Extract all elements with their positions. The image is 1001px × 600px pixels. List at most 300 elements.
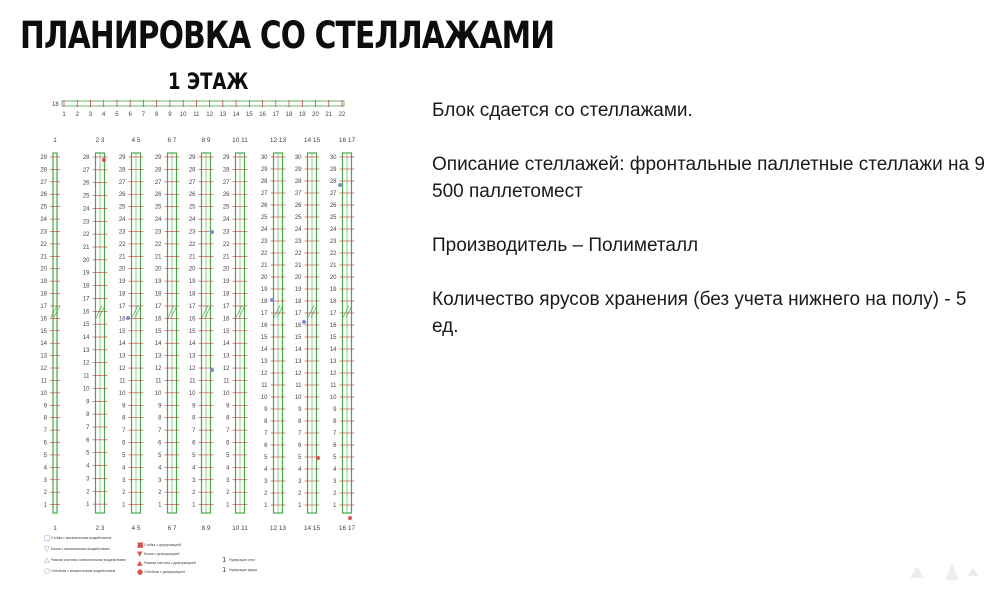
rack-level-label: 17	[188, 303, 196, 310]
rack-pair	[330, 137, 356, 532]
rack-level-label: 13	[82, 347, 90, 354]
rack-level-label: 9	[226, 403, 230, 410]
rack-level-label: 17	[222, 303, 230, 310]
rack-level-label: 8	[43, 415, 47, 422]
rack-level-label: 4	[122, 465, 126, 472]
description-line: Блок сдается со стеллажами.	[432, 100, 693, 121]
rack-level-label: 11	[119, 378, 126, 385]
rack-level-label: 27	[260, 191, 268, 197]
rack-level-label: 1	[192, 502, 196, 509]
damage-marker	[270, 298, 274, 302]
rack-level-label: 6	[298, 443, 302, 449]
rack-level-label: 1	[86, 502, 90, 509]
rack-level-label: 27	[329, 191, 337, 197]
rack-level-label: 2	[158, 490, 162, 497]
rack-break-mark	[202, 305, 208, 317]
rack-level-label: 18	[82, 283, 90, 290]
rack-level-label: 4	[264, 467, 268, 473]
rack-level-label: 19	[294, 287, 302, 293]
rack-level-label: 7	[122, 428, 126, 435]
rack-level-label: 30	[294, 155, 302, 161]
rack-level-label: 28	[188, 167, 196, 174]
rack-pair-bottom-label: 10 11	[232, 525, 248, 532]
rack-level-label: 13	[329, 359, 337, 365]
rack-level-label: 8	[333, 419, 337, 425]
rack-level-label: 7	[192, 428, 196, 435]
damage-marker	[210, 368, 214, 372]
rack-level-label: 20	[82, 257, 90, 264]
rack-level-label: 9	[122, 403, 126, 410]
rack-level-label: 21	[222, 254, 230, 261]
rack-level-label: 29	[40, 155, 47, 161]
rack-level-label: 21	[40, 254, 47, 261]
rack-break-mark	[132, 305, 138, 317]
rack-level-label: 24	[118, 217, 126, 224]
rack-level-label: 17	[294, 311, 302, 317]
rack-level-label: 16	[40, 316, 47, 323]
description-block	[432, 97, 997, 367]
rack-level-label: 9	[158, 403, 162, 410]
rack-break-mark	[274, 305, 280, 317]
rack-level-label: 3	[86, 476, 90, 483]
rack-level-label: 23	[188, 229, 196, 236]
rack-pair	[189, 137, 214, 532]
rack-break-mark	[51, 305, 57, 317]
top-axis-tick-label: 18	[285, 112, 293, 118]
rack-level-label: 2	[122, 490, 126, 497]
rack-level-label: 10	[294, 395, 302, 401]
rack-break-mark	[343, 305, 349, 317]
rack-level-label: 2	[264, 491, 268, 497]
rack-columns	[40, 137, 355, 532]
rack-level-label: 22	[82, 232, 90, 239]
rack-level-label: 25	[82, 193, 90, 200]
rack-level-label: 17	[154, 303, 162, 310]
rack-level-label: 15	[329, 335, 337, 341]
rack-level-label: 28	[40, 167, 47, 174]
rack-level-label: 2	[192, 490, 196, 497]
rack-level-label: 9	[333, 407, 337, 413]
rack-level-label: 4	[298, 467, 302, 473]
top-axis-tick-label: 4	[102, 112, 106, 118]
rack-level-label: 29	[222, 155, 230, 161]
rack-level-label: 14	[260, 347, 268, 353]
rack-level-label: 27	[188, 179, 196, 186]
top-axis-tick-label: 22	[338, 112, 346, 118]
top-axis-tick-label: 12	[206, 112, 213, 118]
rack-level-label: 26	[222, 192, 230, 199]
rack-level-label: 12	[154, 366, 162, 373]
rack-level-label: 17	[82, 296, 90, 303]
rack-level-label: 24	[329, 227, 337, 233]
legend-symbol: △	[44, 556, 50, 564]
top-axis-tick-label: 21	[325, 112, 333, 118]
rack-level-label: 12	[222, 366, 230, 373]
rack-level-label: 11	[261, 383, 268, 389]
legend-text: Балка с механическим воздействием	[51, 547, 110, 551]
rack-level-label: 4	[86, 463, 90, 470]
damage-marker	[210, 230, 214, 234]
rack-level-label: 14	[329, 347, 337, 353]
rack-level-label: 8	[264, 419, 268, 425]
rack-level-label: 3	[333, 479, 337, 485]
rack-level-label: 26	[329, 203, 337, 209]
top-axis-tick-label: 8	[154, 112, 159, 118]
rack-level-label: 7	[333, 431, 337, 437]
rack-pair-label: 1	[53, 137, 57, 144]
rack-level-label: 5	[158, 452, 162, 459]
rack-level-label: 9	[192, 403, 196, 410]
rack-level-label: 8	[122, 415, 126, 422]
rack-level-label: 13	[188, 353, 196, 360]
rack-level-label: 23	[154, 229, 162, 236]
rack-level-label: 16	[82, 309, 90, 316]
top-axis-label: 18	[52, 102, 59, 108]
rack-pair-label: 2 3	[95, 137, 105, 144]
rack-level-label: 12	[294, 371, 302, 377]
top-axis-tick-label: 17	[272, 112, 280, 118]
rack-level-label: 23	[40, 229, 47, 236]
rack-level-label: 23	[329, 239, 337, 245]
rack-level-label: 29	[294, 167, 302, 173]
rack-level-label: 19	[154, 279, 162, 286]
rack-level-label: 6	[86, 437, 90, 444]
legend-text: Нумерация стеи	[229, 558, 255, 562]
rack-level-label: 1	[43, 502, 47, 509]
top-axis-tick-label: 5	[115, 112, 119, 118]
rack-level-label: 22	[294, 251, 302, 257]
top-axis-tick-label: 10	[179, 112, 187, 118]
rack-level-label: 6	[226, 440, 230, 447]
rack-pair-label: 10 11	[232, 137, 248, 144]
rack-level-label: 10	[188, 390, 196, 397]
rack-pair	[295, 137, 321, 532]
rack-level-label: 1	[158, 502, 162, 509]
rack-level-label: 18	[188, 291, 196, 298]
rack-level-label: 19	[82, 270, 90, 277]
rack-level-label: 8	[226, 415, 230, 422]
rack-level-label: 25	[222, 204, 230, 211]
legend-text: Стойка с деформацией	[144, 543, 182, 547]
rack-level-label: 12	[82, 360, 90, 367]
rack-level-label: 7	[158, 428, 162, 435]
rack-level-label: 25	[118, 204, 126, 211]
rack-level-label: 26	[40, 192, 47, 199]
rack-level-label: 23	[82, 219, 90, 226]
watermark-icon	[905, 556, 985, 586]
rack-level-label: 1	[298, 503, 302, 509]
legend-symbol: 1	[222, 566, 227, 574]
rack-layout-plan	[0, 0, 420, 600]
rack-level-label: 3	[192, 477, 196, 484]
rack-level-label: 12	[329, 371, 337, 377]
rack-level-label: 21	[188, 254, 196, 261]
rack-level-label: 12	[188, 366, 196, 373]
rack-pair-bottom-label: 2 3	[95, 525, 105, 532]
legend-symbol: ▼	[137, 550, 143, 558]
top-axis-tick-label: 6	[128, 112, 132, 118]
rack-level-label: 3	[226, 477, 230, 484]
rack-level-label: 20	[260, 275, 268, 281]
rack-level-label: 25	[294, 215, 302, 221]
damage-marker	[338, 183, 342, 187]
plan-legend	[44, 534, 257, 576]
rack-level-label: 19	[329, 287, 337, 293]
rack-level-label: 6	[43, 440, 47, 447]
top-axis-tick-label: 2	[75, 112, 79, 118]
damage-marker	[126, 316, 130, 320]
top-axis-tick-label: 19	[298, 112, 306, 118]
rack-level-label: 12	[260, 371, 268, 377]
rack-level-label: 3	[264, 479, 268, 485]
rack-level-label: 11	[330, 383, 337, 389]
rack-level-label: 19	[40, 279, 47, 286]
rack-level-label: 24	[40, 217, 47, 224]
rack-level-label: 19	[222, 279, 230, 286]
rack-level-label: 20	[294, 275, 302, 281]
rack-level-label: 22	[154, 241, 162, 248]
rack-level-label: 10	[329, 395, 337, 401]
rack-level-label: 21	[329, 263, 337, 269]
rack-level-label: 26	[118, 192, 126, 199]
rack-level-label: 2	[226, 490, 230, 497]
legend-symbol: ▽	[44, 545, 50, 553]
rack-level-label: 27	[294, 191, 302, 197]
legend-text: Нумерация рядов	[229, 568, 258, 572]
rack-level-label: 20	[222, 266, 230, 273]
rack-level-label: 10	[154, 390, 162, 397]
rack-pair-label: 14 15	[303, 137, 321, 144]
rack-level-label: 3	[122, 477, 126, 484]
rack-level-label: 28	[222, 167, 230, 174]
rack-level-label: 16	[154, 316, 162, 323]
legend-text: Рамная система с деформацией	[144, 561, 196, 565]
rack-level-label: 24	[222, 217, 230, 224]
rack-level-label: 3	[158, 477, 162, 484]
rack-level-label: 18	[260, 299, 268, 305]
damage-marker	[302, 320, 306, 324]
rack-level-label: 9	[43, 403, 47, 410]
rack-level-label: 21	[260, 263, 268, 269]
rack-level-label: 3	[43, 477, 47, 484]
rack-pair-bottom-label: 4 5	[131, 525, 141, 532]
rack-pair-bottom-label: 6 7	[167, 525, 177, 532]
rack-level-label: 24	[154, 217, 162, 224]
rack-level-label: 29	[260, 167, 268, 173]
rack-pair	[261, 137, 287, 532]
rack-level-label: 15	[154, 328, 162, 335]
rack-level-label: 6	[333, 443, 337, 449]
rack-level-label: 6	[158, 440, 162, 447]
rack-level-label: 30	[260, 155, 268, 161]
rack-level-label: 10	[82, 386, 90, 393]
rack-level-label: 5	[264, 455, 268, 461]
rack-pair-label: 16 17	[338, 137, 356, 144]
rack-level-label: 14	[118, 341, 126, 348]
rack-level-label: 4	[192, 465, 196, 472]
top-axis-tick-label: 1	[62, 112, 66, 118]
rack-level-label: 8	[86, 412, 90, 419]
top-axis-tick-label: 9	[168, 112, 172, 118]
rack-level-label: 28	[294, 179, 302, 185]
rack-level-label: 27	[82, 167, 90, 174]
rack-level-label: 26	[260, 203, 268, 209]
top-axis-tick-label: 11	[193, 112, 200, 118]
rack-level-label: 24	[188, 217, 196, 224]
rack-level-label: 27	[222, 179, 230, 186]
rack-level-label: 12	[40, 366, 47, 373]
rack-level-label: 19	[188, 279, 196, 286]
rack-level-label: 14	[294, 347, 302, 353]
rack-level-label: 18	[294, 299, 302, 305]
rack-level-label: 26	[294, 203, 302, 209]
rack-level-label: 18	[154, 291, 162, 298]
rack-level-label: 5	[86, 450, 90, 457]
legend-text: Отбойник с деформацией	[144, 570, 185, 574]
rack-level-label: 17	[118, 303, 126, 310]
rack-level-label: 26	[188, 192, 196, 199]
legend-symbol: ■	[137, 541, 144, 549]
rack-level-label: 28	[154, 167, 162, 174]
rack-level-label: 14	[40, 341, 47, 348]
rack-level-label: 5	[192, 452, 196, 459]
rack-level-label: 16	[294, 323, 302, 329]
floor-label: 1 ЭТАЖ	[168, 70, 249, 95]
legend-text: Стойка с механическим воздействием	[51, 536, 112, 540]
rack-level-label: 9	[86, 399, 90, 406]
rack-level-label: 24	[82, 206, 90, 213]
rack-level-label: 24	[294, 227, 302, 233]
rack-level-label: 4	[226, 465, 230, 472]
rack-level-label: 27	[40, 179, 47, 186]
rack-level-label: 29	[154, 155, 162, 161]
rack-level-label: 1	[264, 503, 268, 509]
rack-level-label: 20	[118, 266, 126, 273]
top-axis-tick-label: 13	[219, 112, 227, 118]
rack-level-label: 23	[222, 229, 230, 236]
top-axis-tick-label: 20	[312, 112, 319, 118]
legend-symbol: □	[44, 534, 51, 542]
rack-level-label: 10	[118, 390, 126, 397]
rack-level-label: 11	[223, 378, 230, 385]
rack-level-label: 22	[329, 251, 337, 257]
description-line: Количество ярусов хранения (без учета нижнего на полу) - 5 ед.	[432, 289, 967, 337]
rack-level-label: 15	[118, 328, 126, 335]
rack-level-label: 13	[260, 359, 268, 365]
rack-level-label: 13	[40, 353, 47, 360]
rack-level-label: 16	[329, 323, 337, 329]
rack-level-label: 5	[122, 452, 126, 459]
rack-level-label: 8	[298, 419, 302, 425]
rack-level-label: 26	[154, 192, 162, 199]
damage-marker	[102, 158, 106, 162]
rack-level-label: 17	[260, 311, 268, 317]
rack-level-label: 20	[40, 266, 47, 273]
legend-text: Рамная система с механическим воздействием	[51, 558, 126, 562]
rack-level-label: 16	[260, 323, 268, 329]
top-axis-bar	[62, 101, 344, 106]
rack-level-label: 2	[86, 489, 90, 496]
rack-level-label: 6	[122, 440, 126, 447]
rack-level-label: 9	[264, 407, 268, 413]
legend-symbol: 1	[222, 556, 227, 564]
rack-level-label: 4	[43, 465, 47, 472]
rack-pair-label: 12 13	[269, 137, 287, 144]
rack-level-label: 1	[122, 502, 126, 509]
rack-level-label: 23	[294, 239, 302, 245]
rack-level-label: 16	[118, 316, 126, 323]
rack-pair-label: 8 9	[201, 137, 211, 144]
rack-level-label: 4	[158, 465, 162, 472]
rack-level-label: 11	[155, 378, 162, 385]
rack-level-label: 28	[329, 179, 337, 185]
rack-level-label: 15	[82, 322, 90, 329]
rack-level-label: 27	[154, 179, 162, 186]
rack-level-label: 8	[192, 415, 196, 422]
legend-symbol: ▲	[137, 559, 143, 567]
rack-level-label: 15	[222, 328, 230, 335]
rack-level-label: 20	[329, 275, 337, 281]
rack-pair-bottom-label: 14 15	[303, 525, 321, 532]
top-axis-tick-label: 14	[232, 112, 240, 118]
rack-level-label: 21	[294, 263, 302, 269]
rack-level-label: 5	[43, 452, 47, 459]
rack-pair-bottom-label: 12 13	[269, 525, 287, 532]
rack-level-label: 19	[260, 287, 268, 293]
rack-pair-bottom-label: 1	[53, 525, 57, 532]
legend-symbol: ○	[44, 567, 51, 575]
rack-break-mark	[308, 305, 314, 317]
rack-level-label: 30	[329, 155, 337, 161]
rack-level-label: 21	[82, 245, 90, 251]
rack-level-label: 2	[43, 490, 47, 497]
rack-level-label: 24	[260, 227, 268, 233]
rack-level-label: 21	[154, 254, 162, 261]
rack-frame	[53, 153, 57, 513]
rack-level-label: 28	[260, 179, 268, 185]
rack-level-label: 28	[82, 155, 90, 161]
rack-pair-bottom-label: 8 9	[201, 525, 211, 532]
rack-level-label: 10	[222, 390, 230, 397]
description-line: Производитель – Полиметалл	[432, 235, 699, 256]
page-title: ПЛАНИРОВКА СО СТЕЛЛАЖАМИ	[20, 14, 555, 57]
rack-level-label: 7	[86, 425, 90, 431]
rack-level-label: 18	[222, 291, 230, 298]
rack-pair	[40, 137, 60, 532]
legend-text: Отбойник с механическим воздействием	[51, 569, 116, 573]
rack-level-label: 10	[260, 395, 268, 401]
damage-marker	[316, 456, 320, 460]
rack-level-label: 17	[40, 303, 47, 310]
rack-level-label: 29	[118, 155, 126, 161]
rack-pair-label: 4 5	[131, 137, 141, 144]
rack-break-mark	[168, 305, 174, 317]
rack-level-label: 28	[118, 167, 126, 174]
description-line: Описание стеллажей: фронтальные паллетные стеллажи на 9 500 паллетомест	[432, 154, 985, 202]
rack-level-label: 22	[118, 241, 126, 248]
rack-pair	[155, 137, 180, 532]
rack-level-label: 13	[118, 353, 126, 360]
rack-level-label: 14	[82, 335, 90, 341]
legend-text: Балка с деформацией	[144, 552, 180, 556]
rack-level-label: 22	[40, 241, 47, 248]
rack-level-label: 26	[82, 180, 90, 187]
rack-level-label: 14	[188, 341, 196, 348]
legend-symbol: ●	[137, 568, 144, 576]
top-axis-tick-label: 3	[88, 112, 93, 118]
rack-level-label: 16	[188, 316, 196, 323]
rack-level-label: 5	[298, 455, 302, 461]
